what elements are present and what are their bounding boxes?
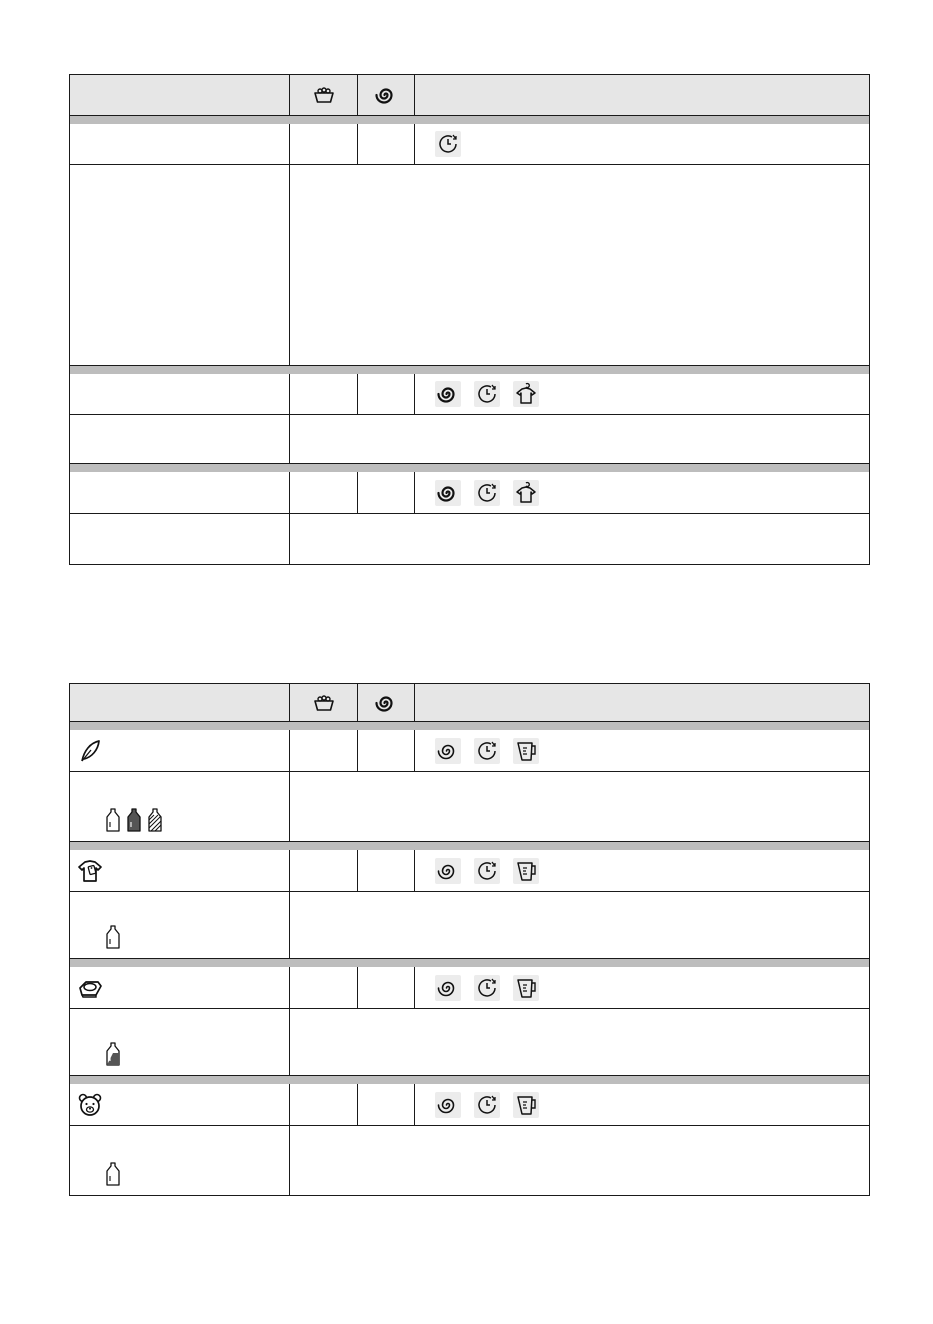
bottle-white-icon	[104, 1161, 122, 1187]
description-cell	[290, 415, 869, 463]
spin-cell	[358, 1084, 415, 1125]
spin-spiral-icon	[435, 858, 461, 884]
time-delay-icon	[474, 858, 500, 884]
spin-spiral-icon	[435, 738, 461, 764]
spin-spiral-icon	[435, 381, 461, 407]
teddy-bear-icon	[76, 1091, 104, 1119]
description-cell	[290, 892, 869, 958]
program-cell	[70, 850, 290, 891]
detergent-cell	[70, 1126, 290, 1195]
description-row	[70, 1009, 869, 1076]
program-table-bottom	[69, 683, 870, 1196]
detergent-bottles	[104, 924, 122, 950]
spin-cell	[358, 730, 415, 771]
header-load-cell	[290, 75, 358, 115]
description-row	[70, 415, 869, 464]
separator	[70, 722, 869, 730]
bottle-striped-icon	[146, 807, 164, 833]
spin-cell	[358, 850, 415, 891]
description-label-cell	[70, 165, 290, 365]
load-cell	[290, 967, 358, 1008]
detergent-bottles	[104, 807, 164, 833]
separator	[70, 1076, 869, 1084]
program-cell	[70, 1084, 290, 1125]
spin-cell	[358, 124, 415, 164]
detergent-bottles	[104, 1041, 122, 1067]
time-delay-icon	[474, 1092, 500, 1118]
load-cell	[290, 374, 358, 414]
table-header	[70, 75, 869, 116]
program-row	[70, 850, 869, 892]
options-cell	[415, 124, 869, 164]
description-cell	[290, 1009, 869, 1075]
bottle-dark-icon	[125, 807, 143, 833]
spin-spiral-icon	[435, 1092, 461, 1118]
laundry-basket-icon	[311, 82, 337, 108]
table-header	[70, 684, 869, 722]
laundry-basket-icon	[311, 690, 337, 716]
program-row	[70, 730, 869, 772]
description-cell	[290, 1126, 869, 1195]
spin-cell	[358, 472, 415, 513]
bottle-white-icon	[104, 807, 122, 833]
header-program-cell	[70, 684, 290, 721]
program-row	[70, 1084, 869, 1126]
spin-cell	[358, 374, 415, 414]
load-cell	[290, 472, 358, 513]
program-row	[70, 472, 869, 514]
program-cell	[70, 124, 290, 164]
description-row	[70, 1126, 869, 1195]
options-cell	[415, 472, 869, 513]
description-row	[70, 772, 869, 842]
spin-spiral-icon	[435, 975, 461, 1001]
time-delay-icon	[435, 131, 461, 157]
options-cell	[415, 374, 869, 414]
spin-cell	[358, 967, 415, 1008]
time-delay-icon	[474, 480, 500, 506]
detergent-bottles	[104, 1161, 122, 1187]
options-cell	[415, 967, 869, 1008]
load-cell	[290, 124, 358, 164]
spin-spiral-icon	[435, 480, 461, 506]
options-cell	[415, 730, 869, 771]
options-cell	[415, 1084, 869, 1125]
shirt-hanger-icon	[513, 381, 539, 407]
program-cell	[70, 374, 290, 414]
description-row	[70, 892, 869, 959]
time-delay-icon	[474, 381, 500, 407]
measuring-cup-icon	[513, 738, 539, 764]
program-row	[70, 967, 869, 1009]
detergent-cell	[70, 1009, 290, 1075]
time-delay-icon	[474, 738, 500, 764]
description-row	[70, 514, 869, 564]
spin-spiral-icon	[373, 82, 399, 108]
separator	[70, 366, 869, 374]
header-spin-cell	[358, 75, 415, 115]
program-cell	[70, 967, 290, 1008]
shirt-hanger-icon	[513, 480, 539, 506]
description-cell	[290, 514, 869, 564]
separator	[70, 959, 869, 967]
header-spin-cell	[358, 684, 415, 721]
separator	[70, 116, 869, 124]
time-delay-icon	[474, 975, 500, 1001]
bottle-dark-icon	[104, 1041, 122, 1067]
header-load-cell	[290, 684, 358, 721]
feather-icon	[76, 737, 104, 765]
description-label-cell	[70, 514, 290, 564]
separator	[70, 464, 869, 472]
wool-skein-icon	[76, 974, 104, 1002]
program-cell	[70, 472, 290, 513]
measuring-cup-icon	[513, 858, 539, 884]
load-cell	[290, 1084, 358, 1125]
detergent-cell	[70, 892, 290, 958]
program-row	[70, 374, 869, 415]
bottle-white-icon	[104, 924, 122, 950]
program-cell	[70, 730, 290, 771]
measuring-cup-icon	[513, 975, 539, 1001]
header-options-cell	[415, 684, 869, 721]
separator	[70, 842, 869, 850]
description-cell	[290, 165, 869, 365]
program-row	[70, 124, 869, 165]
options-cell	[415, 850, 869, 891]
load-cell	[290, 850, 358, 891]
header-program-cell	[70, 75, 290, 115]
shirt-tag-icon	[76, 857, 104, 885]
measuring-cup-icon	[513, 1092, 539, 1118]
spin-spiral-icon	[373, 690, 399, 716]
description-cell	[290, 772, 869, 841]
header-options-cell	[415, 75, 869, 115]
description-label-cell	[70, 415, 290, 463]
detergent-cell	[70, 772, 290, 841]
program-table-top	[69, 74, 870, 565]
load-cell	[290, 730, 358, 771]
description-row	[70, 165, 869, 366]
